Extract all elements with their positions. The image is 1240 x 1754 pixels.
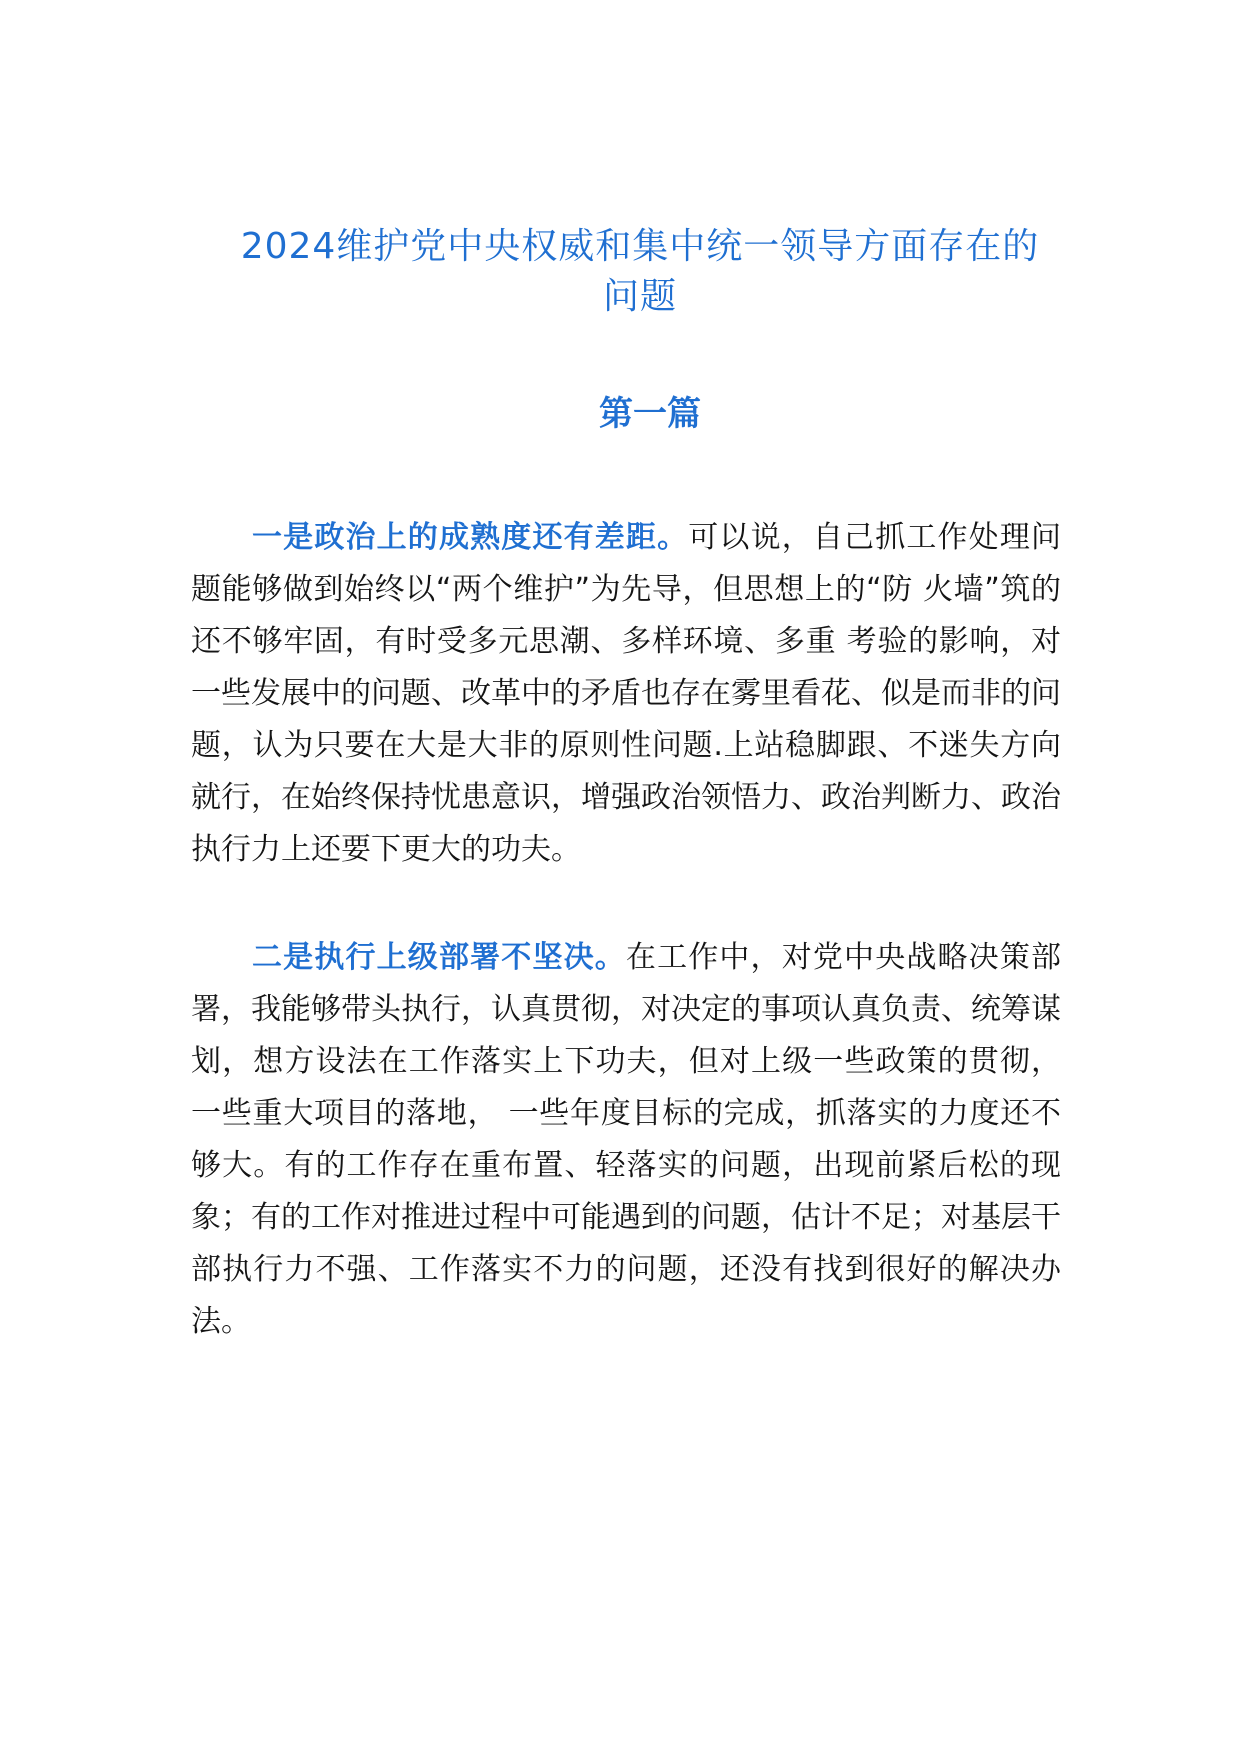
paragraph-1 [191,512,1061,876]
paragraph-2-lead: 二是执行上级部署不坚决。 [252,940,626,975]
paragraph-1-text: 可以说，自己抓工作处理问题能够做到始终以“两个维护”为先导，但思想上的“防 火墙”筑的还不够牢固，有时受多元思潮、多样环境、多重 考验的影响，对一些发展中的问题、改革中的矛盾也存在雾里看花、似是而非的问题，认为只要在大是大非的原则性问题.上站稳脚跟、不迷失方向就行，在始终保持忧患意识，增强政治领悟力、政治判断力、政治执行力上还要下更大的功夫。 [191,520,1062,867]
section-heading: 第一篇 [599,394,701,434]
paragraph-2-text: 在工作中，对党中央战略决策部署，我能够带头执行，认真贯彻，对决定的事项认真负责、统筹谋划，想方设法在工作落实上下功夫，但对上级一些政策的贯彻， 一些重大项目的落地， 一些年度目标的完成，抓落实的力度还不够大。有的工作存在重布置、轻落实的问题，出现前紧后松的现象；有的工作对推进过程中可能遇到的问题，估计不足；对基层干部执行力不强、工作落实不力的问题，还没有找到很好的解决办法。 [191,940,1062,1339]
paragraph-2 [191,932,1061,1348]
paragraph-1-lead: 一是政治上的成熟度还有差距。 [252,520,689,555]
document-title: 2024维护党中央权威和集中统一领导方面存在的问题 [240,226,1040,317]
